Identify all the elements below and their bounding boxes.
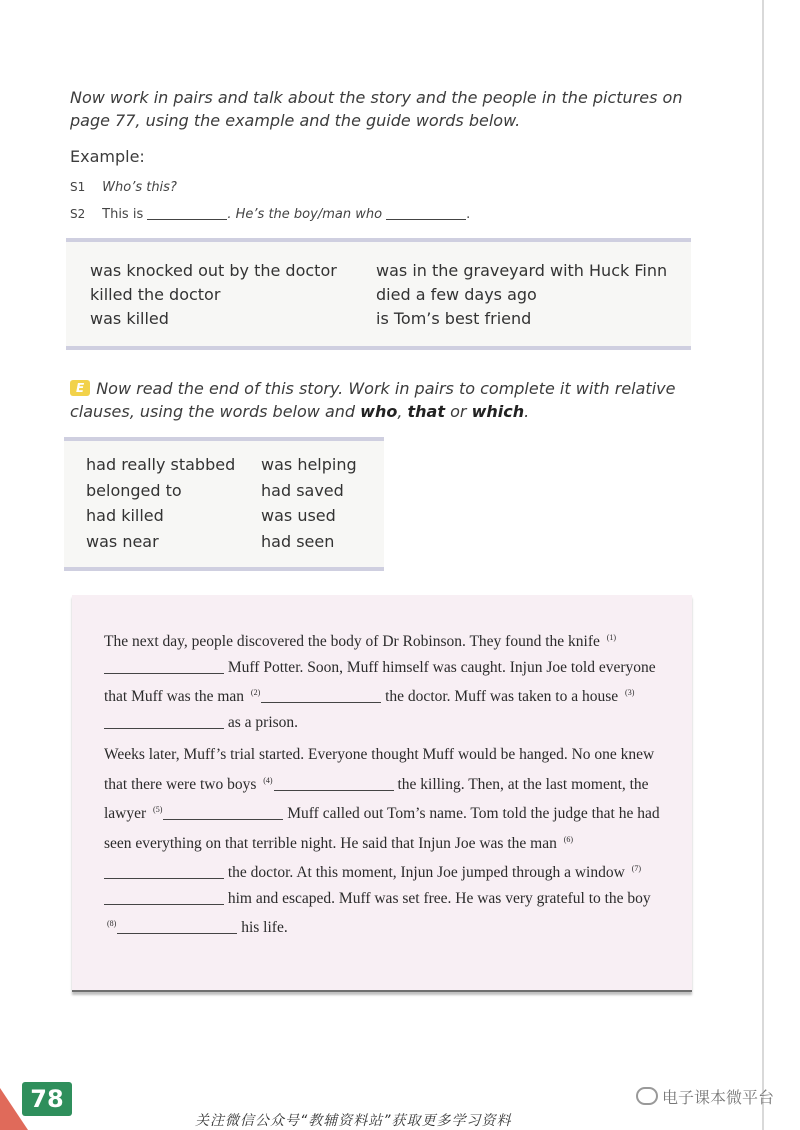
word-box [64,437,384,571]
story-blank[interactable] [274,775,394,791]
story-blank[interactable] [261,687,381,703]
dialog-text: . [466,207,471,222]
word-option: was helping [261,455,357,474]
word-option: had really stabbed [86,455,236,474]
story-text: him and escaped. Muff was set free. He was very grateful to the boy [227,889,651,907]
blank-number: (6) [563,834,574,844]
story-panel [72,595,692,992]
guide-word: was killed [90,309,169,328]
exercise-e-instruction [70,377,690,423]
word-option: had seen [261,532,335,551]
word-option: was used [261,506,336,525]
guide-word: died a few days ago [376,285,537,304]
word-option: was near [86,532,159,551]
answer-blank[interactable] [386,204,466,220]
blank-number: (8) [107,919,117,928]
exercise-e-text: Now read the end of this story. Work in pairs to complete it with relative clauses, using the words below and [70,379,676,421]
guide-word: is Tom’s best friend [376,309,532,328]
keyword-who: who [360,402,398,421]
word-option: had saved [261,481,344,500]
watermark [636,1085,774,1108]
exercise-e-badge: E [70,380,90,396]
answer-blank[interactable] [147,204,227,220]
footer-note: 关注微信公众号“教辅资料站”获取更多学习资料 [195,1113,512,1129]
story-paragraph-1 [104,625,664,735]
dialog-line-2 [70,204,470,222]
story-blank[interactable] [104,889,224,905]
guide-word: killed the doctor [90,285,221,304]
story-blank[interactable] [104,658,224,674]
dialog-text: This is [102,207,144,222]
blank-number: (3) [625,688,635,697]
watermark-text: 电子课本微平台 [661,1088,774,1107]
period: . [524,402,530,421]
story-text: the doctor. At this moment, Injun Joe jumped through a window [227,864,625,881]
story-blank[interactable] [117,918,237,934]
story-blank[interactable] [104,863,224,879]
pairs-instruction-text: Now work in pairs and talk about the story and the people in the pictures on page 77, using the example and the guide words below. [70,88,683,130]
story-text: Muff called out Tom’s name. Tom told the judge that he had seen everything on that terrible night. He said that Injun Joe was the man [104,805,660,852]
dialog-text: Who’s this? [102,180,177,195]
blank-number: (2) [250,688,261,697]
word-option: belonged to [86,481,182,500]
keyword-which: which [471,402,525,421]
blank-number: (7) [631,864,642,873]
speaker-label: S1 [70,180,86,194]
example-label: Example: [70,147,145,166]
story-text: Weeks later, Muff’s trial started. Everyone thought Muff would be hanged. No one knew that there were two boys [104,746,655,793]
story-text: as a prison. [227,713,299,731]
story-text: The next day, people discovered the body of Dr Robinson. They found the knife [104,633,600,650]
blank-number: (4) [263,775,273,785]
story-blank[interactable] [104,713,224,729]
blank-number: (1) [606,633,617,642]
dialog-text: . He’s the boy/man who [227,207,383,222]
story-paragraph-2 [104,742,664,941]
keyword-that: that [407,402,445,421]
page-edge [762,0,764,1130]
page-number: 78 [22,1082,72,1116]
speaker-label: S2 [70,207,86,221]
dialog-line-1 [70,180,177,195]
word-option: had killed [86,506,164,525]
wechat-icon [636,1087,658,1105]
pairs-instruction [70,86,690,132]
story-text: Muff Potter. Soon, Muff himself was caught. Injun Joe told everyone that Muff was the man [104,658,656,705]
blank-number: (5) [153,805,163,814]
guide-word: was knocked out by the doctor [90,261,337,280]
conjunction-or: or [450,402,467,421]
story-blank[interactable] [163,804,283,820]
story-text: the doctor. Muff was taken to a house [385,688,619,705]
story-text: his life. [241,919,288,936]
guide-word: was in the graveyard with Huck Finn [376,261,668,280]
comma: , [397,402,403,421]
story-text: the killing. Then, at the last moment, the lawyer [104,775,649,822]
guide-words-box [66,238,691,350]
